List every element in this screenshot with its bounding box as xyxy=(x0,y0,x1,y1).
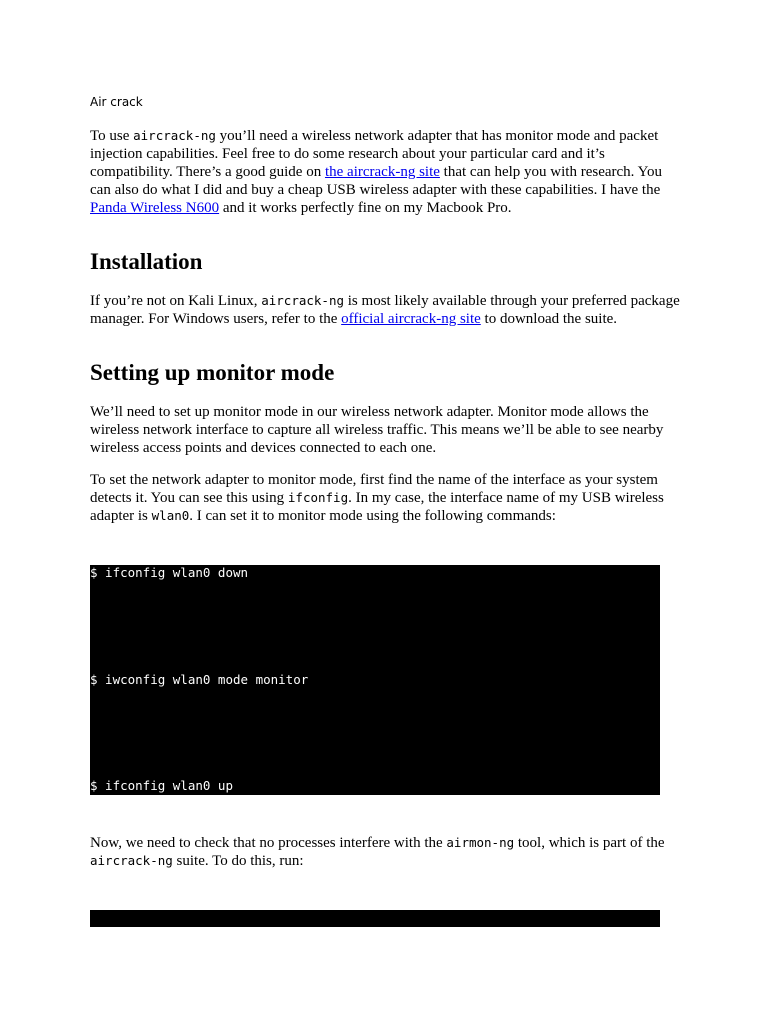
installation-text-3: to download the suite. xyxy=(480,311,618,327)
intro-text-1: To use xyxy=(90,128,134,144)
airmon-text-3: suite. To do this, run: xyxy=(172,853,304,869)
command-line: $ ifconfig wlan0 down xyxy=(90,565,249,580)
inline-code-ifconfig: ifconfig xyxy=(287,490,349,505)
command-line: $ ifconfig wlan0 up xyxy=(90,778,233,793)
airmon-text-2: tool, which is part of the xyxy=(514,835,665,851)
installation-heading: Installation xyxy=(90,249,203,274)
airmon-check-paragraph xyxy=(90,834,682,870)
monitor-text-1: To set the network adapter to monitor mode, first find the name of the interface as your system detects it. You can see this using xyxy=(90,472,658,506)
code-block-airmon-check[interactable] xyxy=(90,910,660,956)
monitor-mode-heading: Setting up monitor mode xyxy=(90,360,335,385)
official-aircrack-ng-site-link[interactable]: official aircrack-ng site xyxy=(341,311,481,327)
monitor-text-2: . In my case, the interface name of my USB wireless adapter is xyxy=(90,490,664,524)
inline-code-wlan0: wlan0 xyxy=(151,508,190,523)
command-line: $ airmon-ng check wlan0 xyxy=(90,941,264,956)
airmon-text-1: Now, we need to check that no processes interfere with the xyxy=(90,835,447,851)
installation-paragraph xyxy=(90,292,682,328)
panda-wireless-link[interactable]: Panda Wireless N600 xyxy=(90,200,220,216)
document-title: Air crack xyxy=(90,95,143,109)
intro-text-4: and it works perfectly fine on my Macbook Pro. xyxy=(219,200,512,216)
intro-paragraph xyxy=(90,127,682,217)
aircrack-ng-site-link[interactable]: the aircrack-ng site xyxy=(324,164,440,180)
document-page xyxy=(90,94,682,956)
inline-code-aircrack-ng: aircrack-ng xyxy=(90,853,173,868)
inline-code-airmon-ng: airmon-ng xyxy=(446,835,515,850)
inline-code-aircrack-ng: aircrack-ng xyxy=(133,128,216,143)
monitor-mode-paragraph-1: We’ll need to set up monitor mode in our wireless network adapter. Monitor mode allows the wireless network interface to capture all wireless traffic. This means we’ll be able to see nearby wireless access points and devices connected to each one. xyxy=(90,404,664,456)
installation-text-1: If you’re not on Kali Linux, xyxy=(90,293,262,309)
monitor-text-3: . I can set it to monitor mode using the following commands: xyxy=(189,508,556,524)
inline-code-aircrack-ng: aircrack-ng xyxy=(261,293,345,308)
intro-text-2: you’ll need a wireless network adapter that has monitor mode and packet injection capabilities. Feel free to do some research about your particular card and it’s compatibility. There’s a good guide on xyxy=(90,128,659,180)
monitor-mode-paragraph-2 xyxy=(90,471,682,525)
command-line: $ iwconfig wlan0 mode monitor xyxy=(90,672,309,687)
intro-text-3: that can help you with research. You can also do what I did and buy a cheap USB wireless adapter with these capabilities. I have the xyxy=(90,164,662,198)
installation-text-2: is most likely available through your preferred package manager. For Windows users, refer to the xyxy=(90,293,680,327)
code-block-monitor-commands[interactable] xyxy=(90,565,660,795)
